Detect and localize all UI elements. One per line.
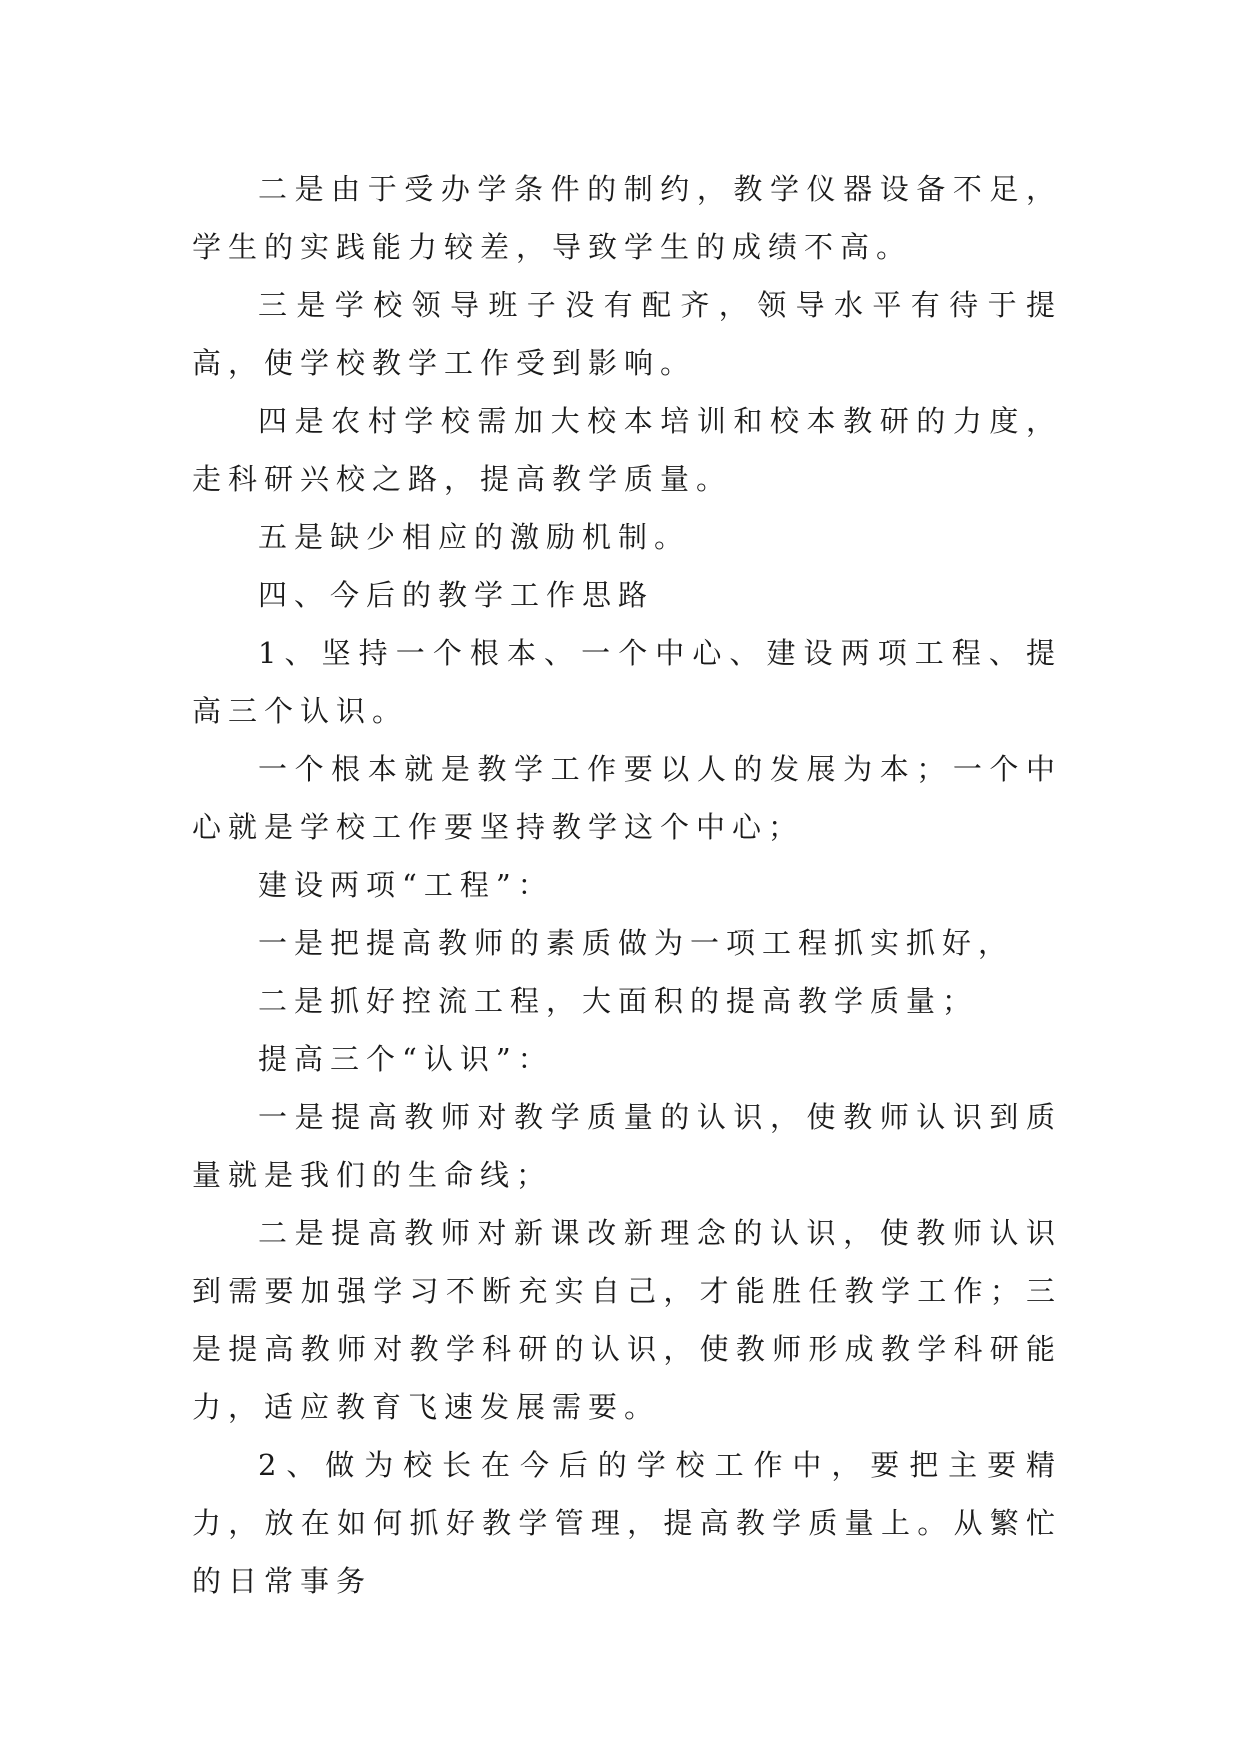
paragraph-incentive-mechanism: 五是缺少相应的激励机制。 [258, 520, 691, 554]
paragraph-point-1: 1、坚持一个根本、一个中心、建设两项工程、提高三个认识。 [192, 636, 1062, 728]
paragraph-insufficient-equipment: 二是由于受办学条件的制约，教学仪器设备不足，学生的实践能力较差，导致学生的成绩不高。 [192, 172, 1062, 264]
subheading-two-projects: 建设两项“工程”： [258, 868, 554, 902]
document-body [192, 160, 1062, 1610]
paragraph-project-one: 一是把提高教师的素质做为一项工程抓实抓好， [258, 926, 1015, 960]
paragraph-school-training: 四是农村学校需加大校本培训和校本教研的力度，走科研兴校之路，提高教学质量。 [192, 404, 1062, 496]
paragraph-project-two: 二是抓好控流工程，大面积的提高教学质量； [258, 984, 979, 1018]
section-heading-future-ideas: 四、今后的教学工作思路 [258, 578, 655, 612]
paragraph-leadership-team: 三是学校领导班子没有配齐，领导水平有待于提高，使学校教学工作受到影响。 [192, 288, 1062, 380]
paragraph-one-root-one-center: 一个根本就是教学工作要以人的发展为本；一个中心就是学校工作要坚持教学这个中心； [192, 752, 1062, 844]
paragraph-understanding-one: 一是提高教师对教学质量的认识，使教师认识到质量就是我们的生命线； [192, 1100, 1062, 1192]
paragraph-point-2: 2、做为校长在今后的学校工作中，要把主要精力，放在如何抓好教学管理，提高教学质量上。从繁忙的日常事务 [192, 1448, 1062, 1598]
paragraph-understanding-two-three: 二是提高教师对新课改新理念的认识，使教师认识到需要加强学习不断充实自己，才能胜任教学工作；三是提高教师对教学科研的认识，使教师形成教学科研能力，适应教育飞速发展需要。 [192, 1216, 1062, 1424]
subheading-three-understandings: 提高三个“认识”： [258, 1042, 554, 1076]
